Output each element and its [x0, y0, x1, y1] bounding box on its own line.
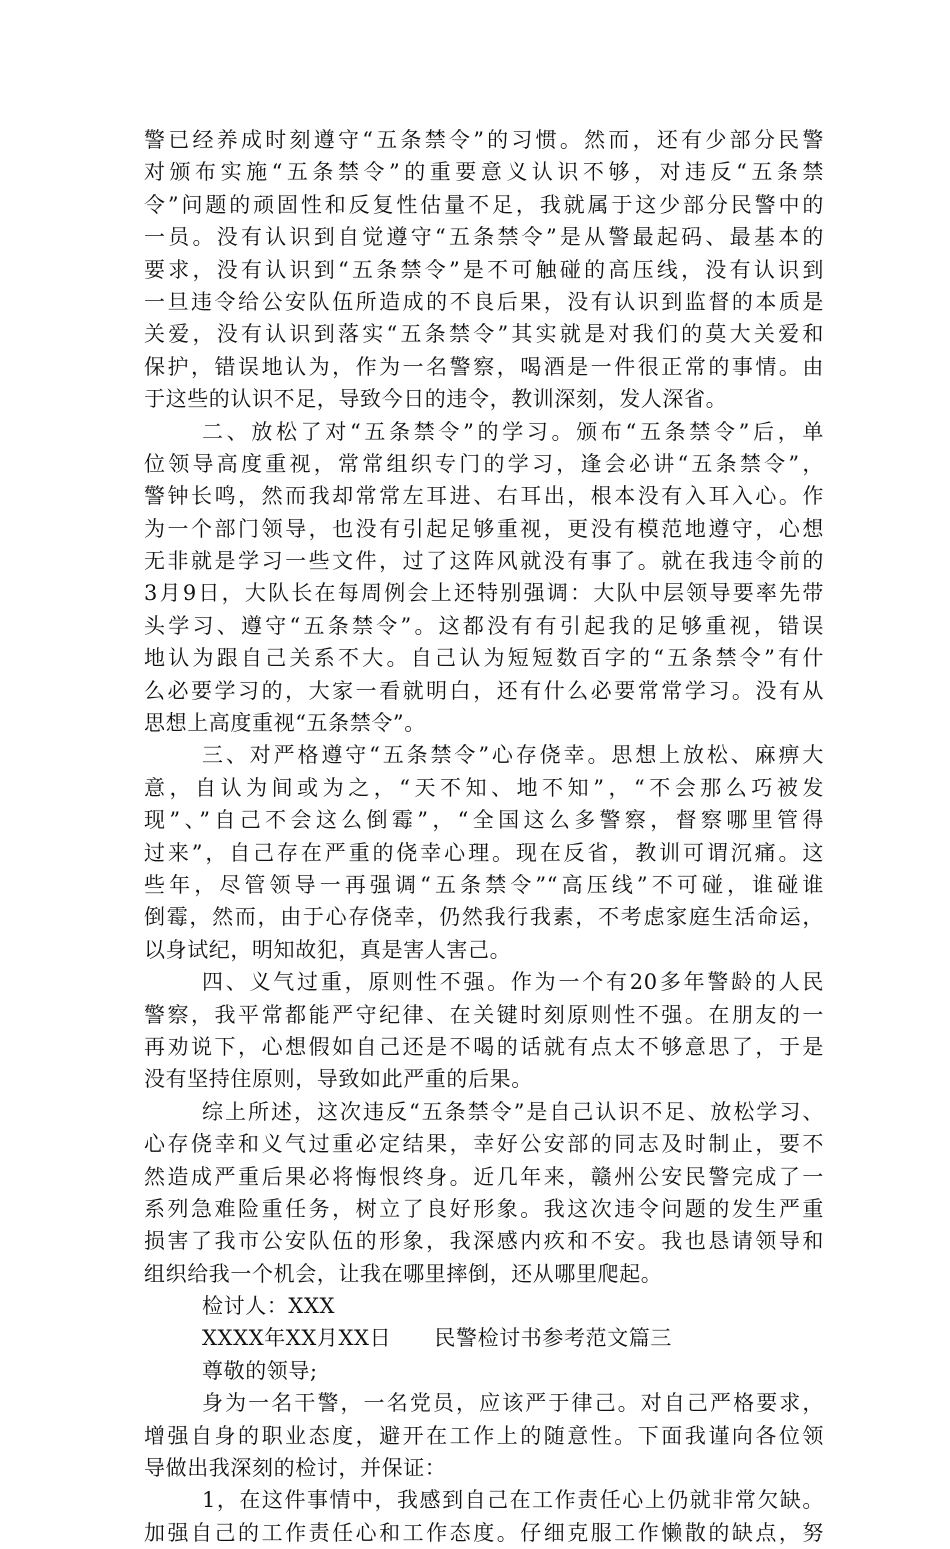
- text-line: 保护，错误地认为，作为一名警察，喝酒是一件很正常的事情。由: [144, 354, 824, 379]
- text-line: 组织给我一个机会，让我在哪里摔倒，还从哪里爬起。: [144, 1261, 663, 1286]
- text-line: 思想上高度重视“五条禁令”。: [144, 711, 426, 736]
- text-line: 位领导高度重视，常常组织专门的学习，逢会必讲“五条禁令”，: [144, 451, 824, 476]
- text-line: 地认为跟自己关系不大。自己认为短短数百字的“五条禁令”有什: [144, 646, 824, 671]
- text-line: 系列急难险重任务，树立了良好形象。我这次违令问题的发生严重: [144, 1196, 824, 1221]
- text-line: 意，自认为间或为之，“天不知、地不知”，“不会那么巧被发: [144, 775, 824, 800]
- text-line: 检讨人：XXX: [202, 1294, 336, 1319]
- text-line: 没有坚持住原则，导致如此严重的后果。: [144, 1067, 533, 1092]
- text-line: 导做出我深刻的检讨，并保证：: [144, 1456, 447, 1481]
- text-line: 现”、”自己不会这么倒霉”，“全国这么多警察，督察哪里管得: [144, 808, 824, 833]
- text-line: 些年，尽管领导一再强调“五条禁令”“高压线”不可碰，谁碰谁: [144, 872, 824, 897]
- text-line: 二、放松了对“五条禁令”的学习。颁布“五条禁令”后，单: [202, 419, 824, 444]
- text-line: 警已经养成时刻遵守“五条禁令”的习惯。然而，还有少部分民警: [144, 128, 824, 152]
- text-line: 对颁布实施“五条禁令”的重要意义认识不够，对违反“五条禁: [144, 160, 824, 185]
- text-line: 四、义气过重，原则性不强。作为一个有20多年警龄的人民: [202, 970, 824, 995]
- text-line: 3月9日，大队长在每周例会上还特别强调：大队中层领导要率先带: [144, 581, 824, 606]
- text-line: 警察，我平常都能严守纪律、在关键时刻原则性不强。在朋友的一: [144, 1002, 824, 1027]
- text-line: 1，在这件事情中，我感到自己在工作责任心上仍就非常欠缺。: [202, 1488, 824, 1513]
- text-line: 然造成严重后果必将悔恨终身。近几年来，赣州公安民警完成了一: [144, 1164, 824, 1189]
- text-line: 于这些的认识不足，导致今日的违令，教训深刻，发人深省。: [144, 387, 728, 412]
- text-line: 加强自己的工作责任心和工作态度。仔细克服工作懒散的缺点，努: [144, 1520, 824, 1545]
- text-line: 再劝说下，心想假如自己还是不喝的话就有点太不够意思了，于是: [144, 1034, 824, 1059]
- text-line: 三、对严格遵守“五条禁令”心存侥幸。思想上放松、麻痹大: [202, 743, 824, 768]
- text-line: 一员。没有认识到自觉遵守“五条禁令”是从警最起码、最基本的: [144, 225, 824, 250]
- text-line: 以身试纪，明知故犯，真是害人害己。: [144, 937, 512, 962]
- text-line: 增强自身的职业态度，避开在工作上的随意性。下面我谨向各位领: [144, 1423, 824, 1448]
- text-line: XXXX年XX月XX日 民警检讨书参考范文篇三: [202, 1326, 672, 1351]
- text-line: 身为一名干警，一名党员，应该严于律己。对自己严格要求，: [202, 1391, 824, 1416]
- text-line: 无非就是学习一些文件，过了这阵风就没有事了。就在我违令前的: [144, 549, 824, 574]
- text-line: 一旦违令给公安队伍所造成的不良后果，没有认识到监督的本质是: [144, 289, 824, 314]
- text-line: 综上所述，这次违反“五条禁令”是自己认识不足、放松学习、: [202, 1099, 824, 1124]
- text-line: 警钟长鸣，然而我却常常左耳进、右耳出，根本没有入耳入心。作: [144, 484, 824, 509]
- text-line: 过来”，自己存在严重的侥幸心理。现在反省，教训可谓沉痛。这: [144, 840, 824, 865]
- text-line: 倒霉，然而，由于心存侥幸，仍然我行我素，不考虑家庭生活命运，: [144, 905, 824, 930]
- text-line: 么必要学习的，大家一看就明白，还有什么必要常常学习。没有从: [144, 678, 824, 703]
- text-line: 为一个部门领导，也没有引起足够重视，更没有模范地遵守，心想: [144, 516, 824, 541]
- text-line: 损害了我市公安队伍的形象，我深感内疚和不安。我也恳请领导和: [144, 1229, 824, 1254]
- text-line: 要求，没有认识到“五条禁令”是不可触碰的高压线，没有认识到: [144, 257, 824, 282]
- text-line: 尊敬的领导;: [202, 1358, 318, 1383]
- text-line: 头学习、遵守“五条禁令”。这都没有有引起我的足够重视，错误: [144, 613, 824, 638]
- text-line: 关爱，没有认识到落实“五条禁令”其实就是对我们的莫大关爱和: [144, 322, 824, 347]
- document-body: [144, 124, 824, 1549]
- text-line: 心存侥幸和义气过重必定结果，幸好公安部的同志及时制止，要不: [144, 1132, 824, 1157]
- text-line: 令”问题的顽固性和反复性估量不足，我就属于这少部分民警中的: [144, 192, 824, 217]
